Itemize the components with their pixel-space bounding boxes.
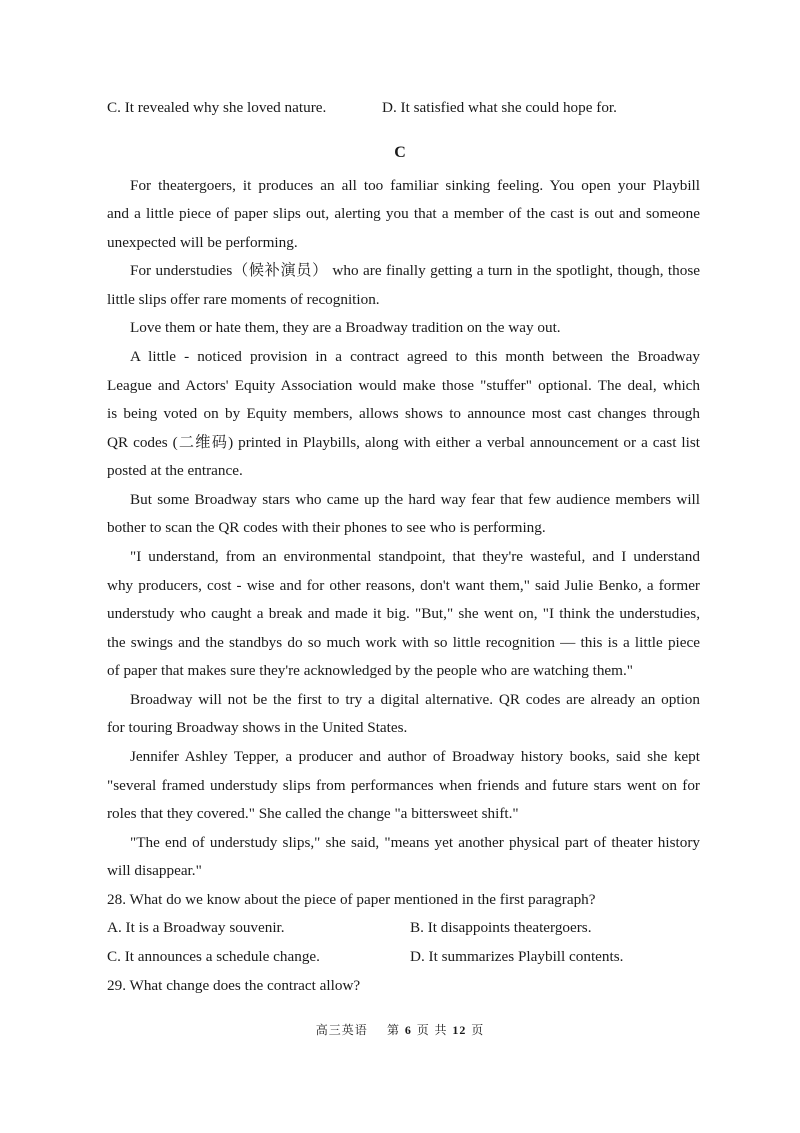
passage-line: posted at the entrance. <box>107 462 243 479</box>
passage-line: For theatergoers, it produces an all too familiar sinking feeling. You open your Playbill <box>130 177 700 194</box>
footer-page-number: 6 <box>404 1023 412 1037</box>
passage-line: of paper that makes sure they're acknowledged by the people who are watching them." <box>107 662 633 679</box>
footer-ye: 页 <box>416 1023 430 1037</box>
page-footer <box>0 1022 800 1038</box>
passage-line: and a little piece of paper slips out, alerting you that a member of the cast is out and someone <box>107 205 700 222</box>
passage-line: "I understand, from an environmental standpoint, that they're wasteful, and I understand <box>130 548 700 565</box>
passage-line: for touring Broadway shows in the United States. <box>107 719 408 736</box>
passage-line: will disappear." <box>107 862 202 879</box>
question-28-option-c: C. It announces a schedule change. <box>107 948 320 965</box>
passage-line: Jennifer Ashley Tepper, a producer and author of Broadway history books, said she kept <box>130 748 700 765</box>
passage-line: why producers, cost - wise and for other reasons, don't want them," said Julie Benko, a former <box>107 577 700 594</box>
passage-line: "The end of understudy slips," she said, "means yet another physical part of theater history <box>130 834 700 851</box>
passage-line: QR codes (二维码) printed in Playbills, along with either a verbal announcement or a cast list <box>107 434 700 451</box>
footer-di: 第 <box>387 1023 401 1037</box>
footer-subject: 高三英语 <box>315 1023 368 1037</box>
question-28-option-d: D. It summarizes Playbill contents. <box>410 948 624 965</box>
passage-line: A little - noticed provision in a contract agreed to this month between the Broadway <box>130 348 700 365</box>
question-28-option-a: A. It is a Broadway souvenir. <box>107 919 285 936</box>
question-28-option-b: B. It disappoints theatergoers. <box>410 919 592 936</box>
passage-line: little slips offer rare moments of recognition. <box>107 291 380 308</box>
passage-line: unexpected will be performing. <box>107 234 298 251</box>
footer-total-pages: 12 <box>452 1023 467 1037</box>
passage-line: bother to scan the QR codes with their phones to see who is performing. <box>107 519 546 536</box>
passage-line: the swings and the standbys do so much work with so little recognition — this is a little piece <box>107 634 700 651</box>
passage-line: roles that they covered." She called the change "a bittersweet shift." <box>107 805 519 822</box>
passage-line: understudy who caught a break and made it big. "But," she went on, "I think the understudies, <box>107 605 700 622</box>
passage-line: League and Actors' Equity Association would make those "stuffer" optional. The deal, which <box>107 377 700 394</box>
footer-ye: 页 <box>471 1023 485 1037</box>
passage-line: Broadway will not be the first to try a digital alternative. QR codes are already an option <box>130 691 700 708</box>
passage-line: Love them or hate them, they are a Broadway tradition on the way out. <box>130 319 561 336</box>
passage-line: For understudies（候补演员） who are finally getting a turn in the spotlight, though, those <box>130 262 700 279</box>
footer-gong: 共 <box>434 1023 448 1037</box>
passage-line: is being voted on by Equity members, allows shows to announce most cast changes through <box>107 405 700 422</box>
prev-option-c: C. It revealed why she loved nature. <box>107 99 327 116</box>
prev-option-d: D. It satisfied what she could hope for. <box>382 99 617 116</box>
passage-line: "several framed understudy slips from performances when friends and future stars went on for <box>107 777 700 794</box>
question-28-stem: 28. What do we know about the piece of paper mentioned in the first paragraph? <box>107 891 596 908</box>
passage-line: But some Broadway stars who came up the hard way fear that few audience members will <box>130 491 700 508</box>
section-title: C <box>394 144 406 161</box>
question-29-stem: 29. What change does the contract allow? <box>107 977 361 994</box>
